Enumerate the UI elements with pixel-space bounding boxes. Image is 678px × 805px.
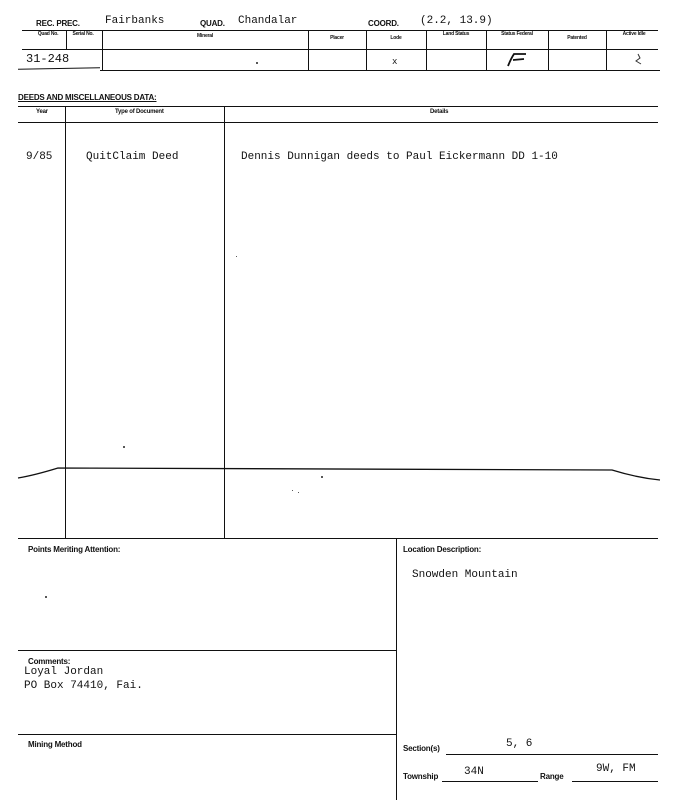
deeds-top-rule <box>18 106 658 107</box>
range-label: Range <box>540 772 564 781</box>
stray-mark <box>236 256 237 257</box>
range-underline <box>572 781 658 782</box>
location-value: Snowden Mountain <box>412 569 518 581</box>
col-serial-no: Serial No. <box>72 31 94 37</box>
col-patented: Patented <box>567 35 587 41</box>
deed-year: 9/85 <box>26 151 53 163</box>
comments-label: Comments: <box>28 657 71 666</box>
header-top-rule <box>22 30 658 31</box>
header-bottom-rule <box>100 70 660 71</box>
header-sub-rule <box>22 49 658 50</box>
col-mineral: Mineral <box>196 33 214 39</box>
col-land-status: Land Status <box>442 31 470 37</box>
federal-checkmark-icon <box>504 52 530 68</box>
location-label: Location Description: <box>403 545 482 554</box>
col-divider <box>66 30 67 49</box>
section-value: 5, 6 <box>506 738 533 750</box>
header-bottom-rule-left <box>18 67 100 69</box>
stray-mark <box>45 596 47 598</box>
section-label: Section(s) <box>403 744 440 753</box>
col-divider <box>426 30 427 70</box>
points-label: Points Meriting Attention: <box>28 545 121 554</box>
col-quad-no: Quad No. <box>37 31 59 37</box>
comments-line-2: PO Box 74410, Fai. <box>24 680 143 692</box>
col-lode: Lode <box>390 35 402 41</box>
section-underline <box>446 754 658 755</box>
deeds-header-rule <box>18 122 658 123</box>
comments-line-1: Loyal Jordan <box>24 666 104 678</box>
quad-serial-value: 31-248 <box>26 52 70 66</box>
township-label: Township <box>403 772 439 781</box>
rec-prec-label: REC. PREC. <box>36 19 80 28</box>
mining-method-label: Mining Method <box>28 740 82 749</box>
comments-bottom-rule <box>18 734 396 735</box>
lower-center-divider <box>396 538 397 800</box>
deed-details: Dennis Dunnigan deeds to Paul Eickermann DD 1-10 <box>241 151 558 163</box>
quad-value: Chandalar <box>238 15 298 27</box>
stray-mark <box>292 490 293 491</box>
deeds-bottom-rule <box>18 538 658 539</box>
page-crease-line <box>0 460 678 490</box>
col-status-federal: Status Federal <box>501 31 533 37</box>
stray-mark <box>256 62 258 64</box>
col-active-idle: Active Idle <box>622 31 646 37</box>
col-divider <box>606 30 607 70</box>
rec-prec-value: Fairbanks <box>105 15 165 27</box>
points-bottom-rule <box>18 650 396 651</box>
range-value: 9W, FM <box>596 763 636 775</box>
deeds-col-type: Type of Document <box>115 109 164 115</box>
lode-mark: x <box>392 57 398 67</box>
deed-type: QuitClaim Deed <box>86 151 179 163</box>
township-underline <box>442 781 538 782</box>
deeds-col-year: Year <box>36 109 48 115</box>
quad-label: QUAD. <box>200 19 225 28</box>
active-idle-mark-icon <box>632 52 646 68</box>
stray-mark <box>298 492 299 493</box>
deeds-col-details: Details <box>430 109 449 115</box>
township-value: 34N <box>464 766 484 778</box>
stray-mark <box>123 446 125 448</box>
col-divider <box>486 30 487 70</box>
coord-label: COORD. <box>368 19 399 28</box>
coord-value: (2.2, 13.9) <box>420 15 493 27</box>
deeds-section-title: DEEDS AND MISCELLANEOUS DATA: <box>18 93 157 102</box>
col-placer: Placer <box>330 35 344 41</box>
